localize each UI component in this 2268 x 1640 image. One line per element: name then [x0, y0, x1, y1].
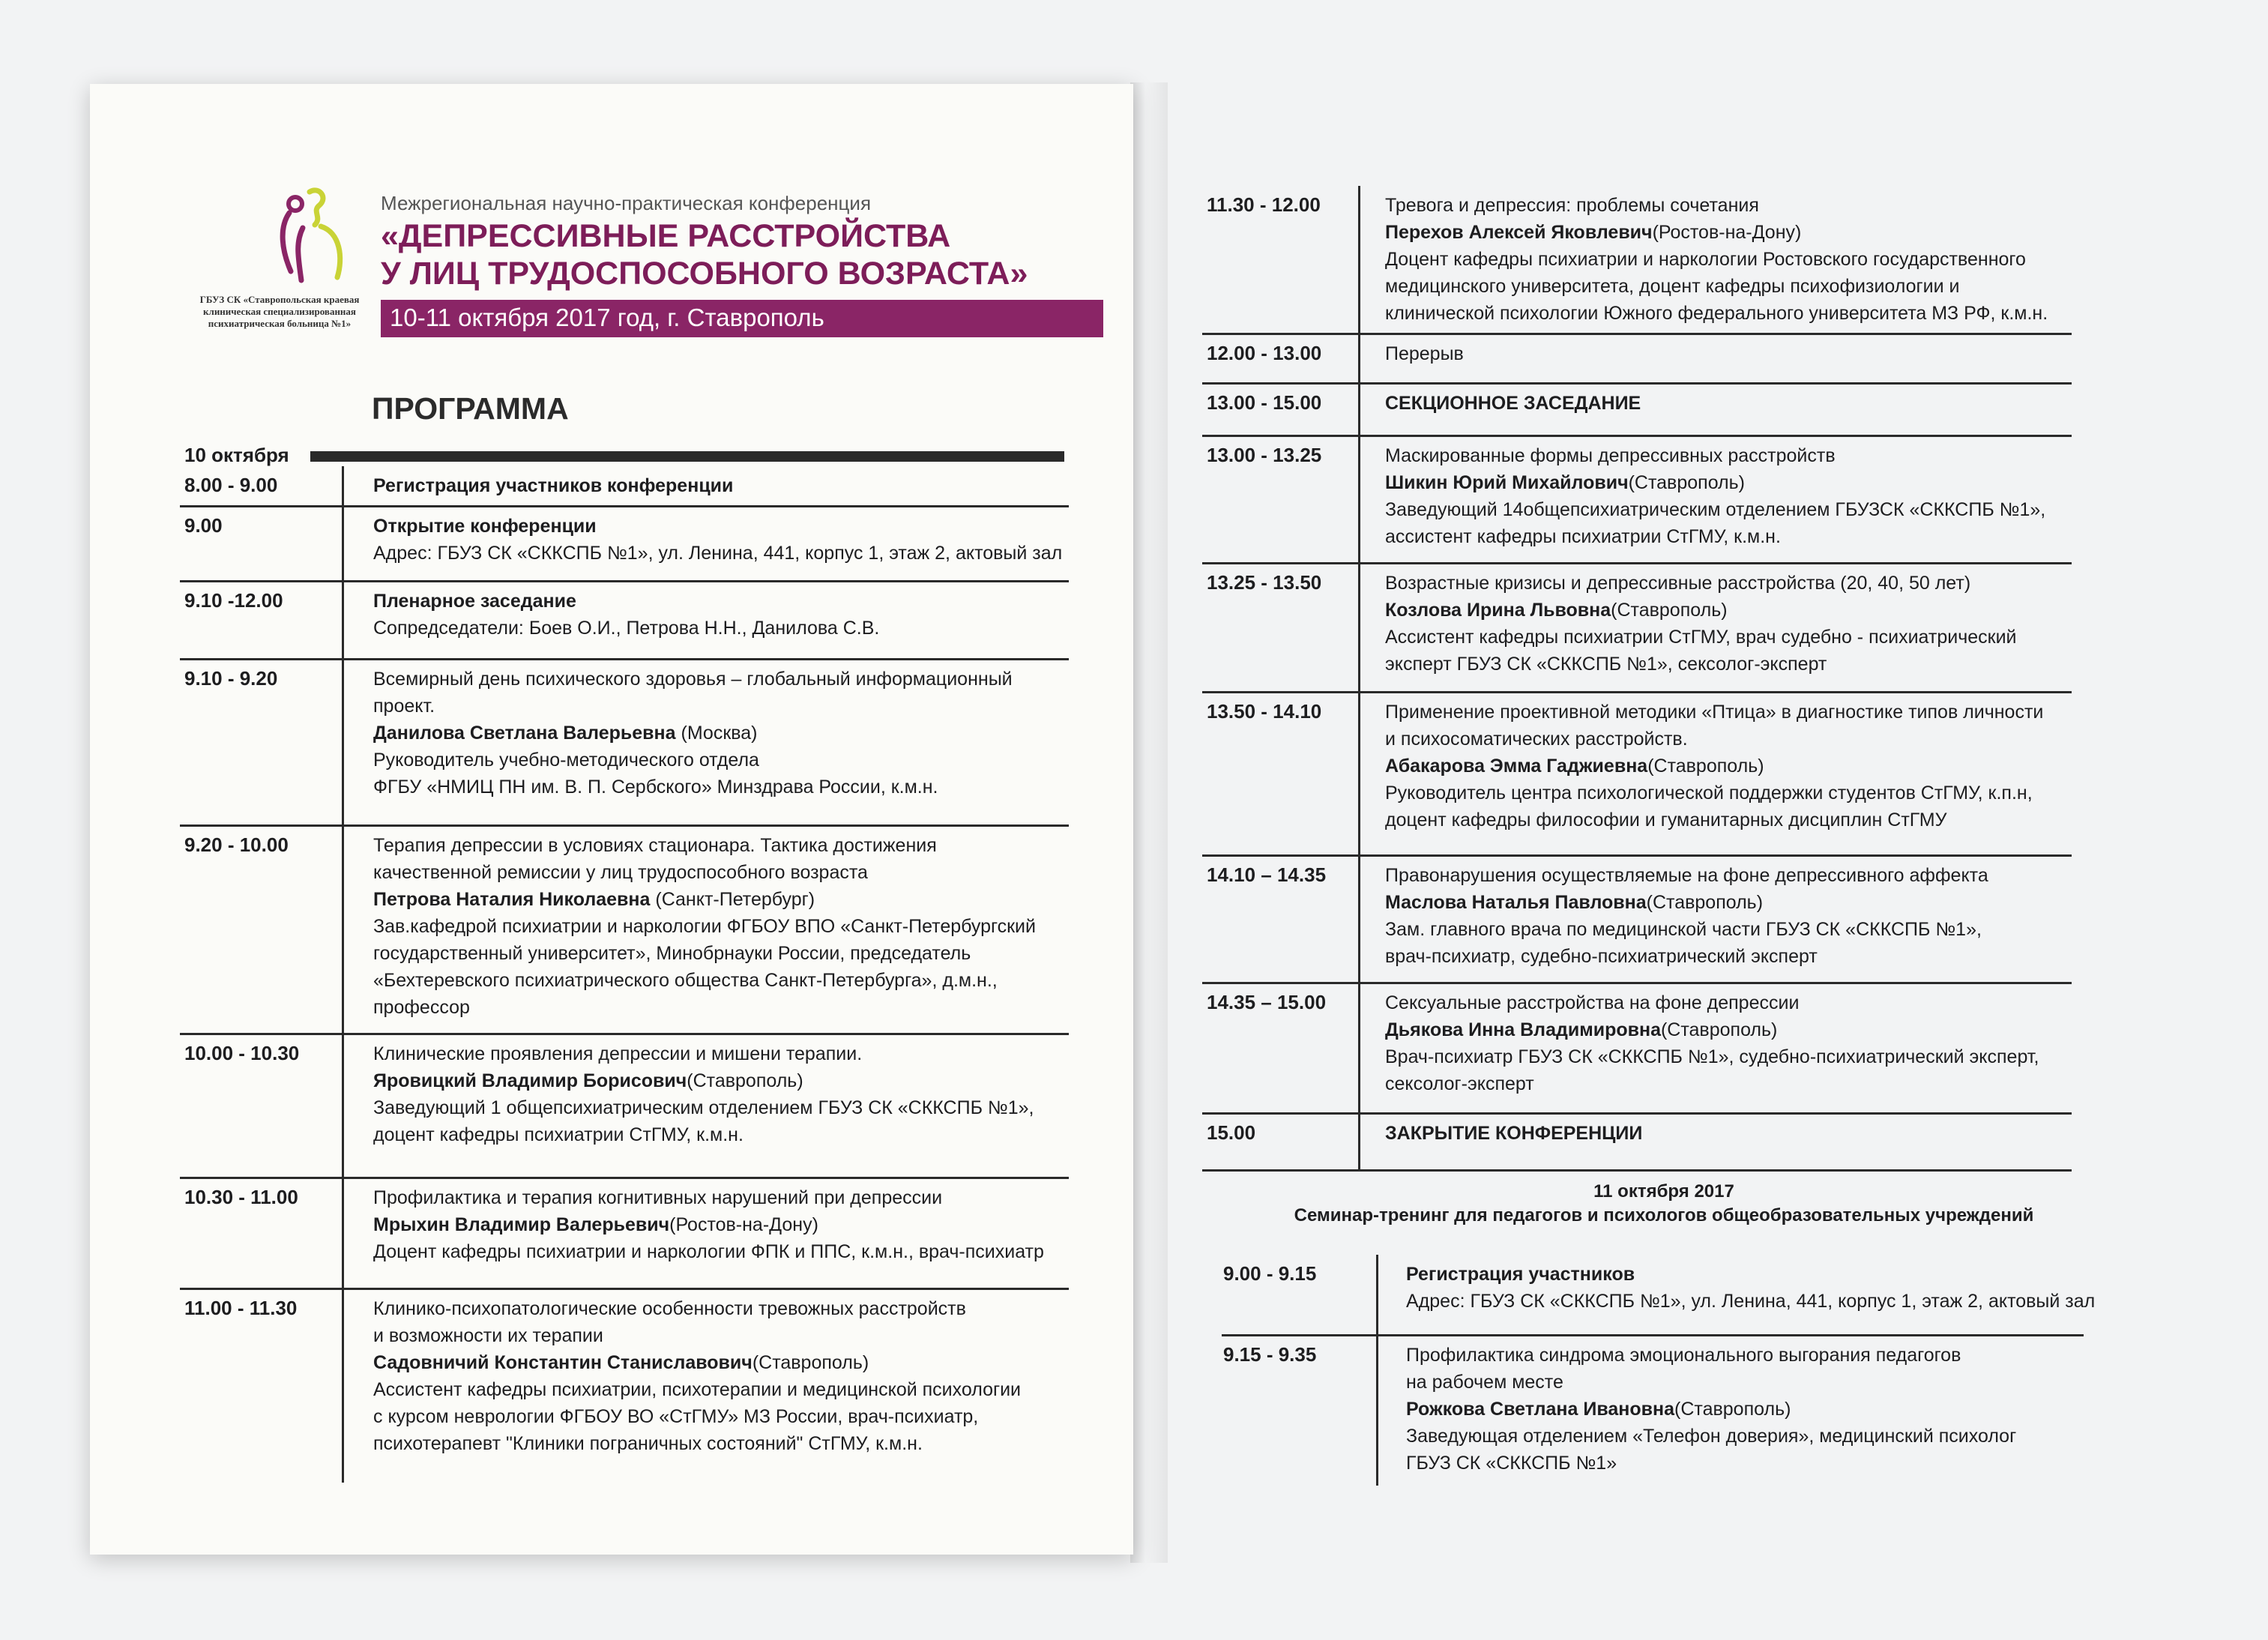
speaker-name: Рожкова Светлана Ивановна — [1406, 1399, 1675, 1420]
speaker-details: Ассистент кафедры психиатрии СтГМУ, врач судебно - психиатрический эксперт ГБУЗ СК «СККСПБ №1», сексолог-эксперт — [1385, 627, 2017, 675]
left-divider — [342, 660, 344, 826]
left-rule — [180, 1288, 1069, 1290]
talk-title: Сексуальные расстройства на фоне депрессии — [1385, 992, 1800, 1013]
speaker-city: (Ростов-на-Дону) — [669, 1214, 818, 1235]
speaker-name: Регистрация участников конференции — [373, 475, 734, 496]
right-entry — [1385, 699, 2097, 833]
day2-date: 11 октября 2017 — [1593, 1181, 1734, 1202]
right-rule — [1202, 562, 2072, 564]
speaker-name: Яровицкий Владимир Борисович — [373, 1070, 687, 1091]
left-rule — [180, 1177, 1069, 1179]
day1-rule — [310, 451, 1064, 462]
speaker-details: Зам. главного врача по медицинской части ГБУЗ СК «СККСПБ №1», врач-психиатр, судебно-психиатрический эксперт — [1385, 919, 1982, 967]
speaker-city: (Ростов-на-Дону) — [1652, 222, 1802, 243]
right-time: 14.10 – 14.35 — [1207, 863, 1327, 886]
speaker-name: Дьякова Инна Владимировна — [1385, 1019, 1661, 1040]
left-entry — [373, 1040, 1078, 1148]
speaker-details: Адрес: ГБУЗ СК «СККСПБ №1», ул. Ленина, 441, корпус 1, этаж 2, актовый зал — [1406, 1291, 2096, 1312]
right-entry — [1385, 340, 2097, 367]
left-time: 9.10 - 9.20 — [184, 667, 278, 690]
left-divider — [342, 466, 344, 507]
speaker-details: Руководитель учебно-методического отдела ФГБУ «НМИЦ ПН им. В. П. Сербского» Минздрава России, к.м.н. — [373, 750, 938, 798]
left-divider — [342, 507, 344, 582]
left-time: 9.10 -12.00 — [184, 589, 283, 612]
left-divider — [342, 582, 344, 660]
talk-title: Перерыв — [1385, 343, 1464, 364]
right-divider — [1358, 1114, 1360, 1171]
day2.items-rule — [1222, 1334, 2084, 1336]
date-place-banner: 10-11 октября 2017 год, г. Ставрополь — [381, 300, 1103, 337]
speaker-city: (Ставрополь) — [1647, 756, 1764, 777]
right-entry — [1385, 989, 2097, 1097]
right-divider — [1358, 186, 1360, 334]
left-divider — [342, 826, 344, 1034]
left-rule — [180, 824, 1069, 827]
left-divider — [342, 1289, 344, 1483]
left-time: 8.00 - 9.00 — [184, 474, 278, 496]
left-time: 10.00 - 10.30 — [184, 1042, 300, 1064]
talk-title: Всемирный день психического здоровья – глобальный информационный проект. — [373, 669, 1013, 717]
right-time: 12.00 - 13.00 — [1207, 342, 1322, 364]
speaker-city: (Ставрополь) — [1674, 1399, 1791, 1420]
right-rule — [1202, 854, 2072, 857]
left-time: 11.00 - 11.30 — [184, 1297, 298, 1319]
right-divider — [1358, 693, 1360, 856]
speaker-details: Доцент кафедры психиатрии и наркологии ФПК и ППС, к.м.н., врач-психиатр — [373, 1241, 1044, 1262]
speaker-details: Доцент кафедры психиатрии и наркологии Ростовского государственного медицинского университета, доцент кафедры психофизиологии и клинической психологии Южного федерального университета МЗ РФ, к.м.н. — [1385, 249, 2048, 324]
day2.items-divider — [1376, 1336, 1378, 1486]
speaker-city: (Москва) — [675, 723, 758, 744]
speaker-details: Заведующий 14общепсихиатрическим отделением ГБУЗСК «СККСПБ №1», ассистент кафедры психиатрии СтГМУ, к.м.н. — [1385, 499, 2046, 547]
booklet-fold — [1130, 82, 1168, 1563]
left-entry — [373, 588, 1078, 642]
speaker-details: Зав.кафедрой психиатрии и наркологии ФГБОУ ВПО «Санкт-Петербургский государственный университет», Минобрнауки России, председатель «Бехтеревского психиатрического общества Санкт-Петербурга», д.м.н., профессор — [373, 916, 1036, 1018]
left-time: 10.30 - 11.00 — [184, 1186, 298, 1208]
right-rule — [1202, 435, 2072, 437]
talk-title: Тревога и депрессия: проблемы сочетания — [1385, 195, 1759, 216]
left-entry — [373, 832, 1078, 1021]
hospital-name: ГБУЗ СК «Ставропольская краевая клиническая специализированная психиатрическая больница №1» — [199, 294, 360, 329]
left-entry — [373, 1295, 1078, 1457]
speaker-city: (Ставрополь) — [1660, 1019, 1778, 1040]
speaker-details: Заведующая отделением «Телефон доверия», медицинский психолог ГБУЗ СК «СККСПБ №1» — [1406, 1426, 2017, 1474]
speaker-name: Мрыхин Владимир Валерьевич — [373, 1214, 670, 1235]
left-time: 9.20 - 10.00 — [184, 833, 289, 856]
right-divider — [1358, 334, 1360, 384]
left-entry — [373, 1184, 1078, 1265]
day2.items-time: 9.15 - 9.35 — [1223, 1343, 1317, 1366]
speaker-details: Адрес: ГБУЗ СК «СККСПБ №1», ул. Ленина, 441, корпус 1, этаж 2, актовый зал — [373, 543, 1063, 564]
right-entry — [1385, 862, 2097, 970]
talk-title: Профилактика и терапия когнитивных нарушений при депрессии — [373, 1187, 943, 1208]
speaker-name: Регистрация участников — [1406, 1264, 1635, 1285]
right-time: 13.25 - 13.50 — [1207, 571, 1322, 594]
talk-title: Профилактика синдрома эмоционального выгорания педагогов на рабочем месте — [1406, 1345, 1961, 1393]
day2-title: Семинар-тренинг для педагогов и психологов общеобразовательных учреждений — [1294, 1205, 2034, 1226]
right-rule — [1202, 691, 2072, 693]
talk-title: Применение проективной методики «Птица» в диагностике типов личности и психосоматических расстройств. — [1385, 702, 2044, 750]
speaker-city: (Санкт-Петербург) — [650, 889, 815, 910]
speaker-details: Сопредседатели: Боев О.И., Петрова Н.Н., Данилова С.В. — [373, 618, 880, 639]
day2.items-entry — [1406, 1261, 2103, 1315]
right-time: 13.00 - 13.25 — [1207, 444, 1322, 466]
speaker-city: (Ставрополь) — [1611, 600, 1728, 621]
speaker-city: (Ставрополь) — [752, 1352, 869, 1373]
right-rule — [1202, 982, 2072, 984]
talk-title: Терапия депрессии в условиях стационара. Тактика достижения качественной ремиссии у лиц трудоспособного возраста — [373, 835, 937, 883]
speaker-details: Ассистент кафедры психиатрии, психотерапии и медицинской психологии с курсом неврологии ФГБОУ ВО «СтГМУ» МЗ России, врач-психиатр, психотерапевт "Клиники пограничных состояний" СтГМУ, к.м.н. — [373, 1379, 1022, 1454]
speaker-city: (Ставрополь) — [1628, 472, 1745, 493]
conference-title: «ДЕПРЕССИВНЫЕ РАССТРОЙСТВА У ЛИЦ ТРУДОСПОСОБНОГО ВОЗРАСТА» — [381, 218, 1028, 292]
right-rule — [1202, 1169, 2072, 1172]
speaker-name: Пленарное заседание — [373, 591, 576, 612]
left-divider — [342, 1034, 344, 1178]
right-entry — [1385, 442, 2097, 550]
talk-title: Маскированные формы депрессивных расстройств — [1385, 445, 1836, 466]
right-divider — [1358, 983, 1360, 1114]
right-entry — [1385, 192, 2097, 327]
left-rule — [180, 658, 1069, 660]
right-rule — [1202, 1112, 2072, 1115]
conference-subtitle: Межрегиональная научно-практическая конференция — [381, 192, 872, 214]
speaker-city: (Ставрополь) — [1646, 892, 1764, 913]
speaker-name: Маслова Наталья Павловна — [1385, 892, 1647, 913]
day2.items-divider — [1376, 1255, 1378, 1336]
left-rule — [180, 505, 1069, 507]
right-divider — [1358, 564, 1360, 693]
speaker-name: ЗАКРЫТИЕ КОНФЕРЕНЦИИ — [1385, 1123, 1643, 1144]
right-entry — [1385, 390, 2097, 417]
talk-title: Возрастные кризисы и депрессивные расстройства (20, 40, 50 лет) — [1385, 573, 1971, 594]
speaker-name: Петрова Наталия Николаевна — [373, 889, 651, 910]
speaker-name: Абакарова Эмма Гаджиевна — [1385, 756, 1648, 777]
speaker-name: Козлова Ирина Львовна — [1385, 600, 1611, 621]
speaker-name: Данилова Светлана Валерьевна — [373, 723, 676, 744]
speaker-name: Шикин Юрий Михайлович — [1385, 472, 1629, 493]
right-time: 13.50 - 14.10 — [1207, 700, 1322, 723]
right-divider — [1358, 856, 1360, 983]
right-divider — [1358, 436, 1360, 564]
right-divider — [1358, 384, 1360, 436]
day2.items-entry — [1406, 1342, 2103, 1477]
left-entry — [373, 472, 1078, 499]
logo-figures-icon — [268, 183, 358, 295]
day1-label: 10 октября — [184, 444, 289, 466]
speaker-details: Руководитель центра психологической поддержки студентов СтГМУ, к.п.н, доцент кафедры философии и гуманитарных дисциплин СтГМУ — [1385, 783, 2033, 830]
right-entry — [1385, 1120, 2097, 1147]
right-time: 15.00 — [1207, 1121, 1256, 1144]
talk-title: Клинико-психопатологические особенности тревожных расстройств и возможности их терапии — [373, 1298, 966, 1346]
program-heading: ПРОГРАММА — [372, 391, 569, 426]
left-rule — [180, 1033, 1069, 1035]
speaker-city: (Ставрополь) — [687, 1070, 803, 1091]
right-time: 11.30 - 12.00 — [1207, 193, 1321, 216]
speaker-name: Перехов Алексей Яковлевич — [1385, 222, 1653, 243]
speaker-name: Открытие конференции — [373, 516, 597, 537]
right-entry — [1385, 570, 2097, 678]
left-entry — [373, 513, 1078, 567]
right-rule — [1202, 382, 2072, 385]
talk-title: Правонарушения осуществляемые на фоне депрессивного аффекта — [1385, 865, 1988, 886]
speaker-details: Врач-психиатр ГБУЗ СК «СККСПБ №1», судебно-психиатрический эксперт, сексолог-эксперт — [1385, 1046, 2039, 1094]
left-entry — [373, 666, 1078, 801]
right-time: 14.35 – 15.00 — [1207, 991, 1327, 1013]
left-divider — [342, 1178, 344, 1289]
day2.items-time: 9.00 - 9.15 — [1223, 1262, 1317, 1285]
left-time: 9.00 — [184, 514, 223, 537]
talk-title: Клинические проявления депрессии и мишени терапии. — [373, 1043, 863, 1064]
speaker-name: Садовничий Константин Станиславович — [373, 1352, 753, 1373]
speaker-name: СЕКЦИОННОЕ ЗАСЕДАНИЕ — [1385, 393, 1641, 414]
speaker-details: Заведующий 1 общепсихиатрическим отделением ГБУЗ СК «СККСПБ №1», доцент кафедры психиатрии СтГМУ, к.м.н. — [373, 1097, 1034, 1145]
right-rule — [1202, 333, 2072, 335]
right-time: 13.00 - 15.00 — [1207, 391, 1322, 414]
left-rule — [180, 580, 1069, 582]
